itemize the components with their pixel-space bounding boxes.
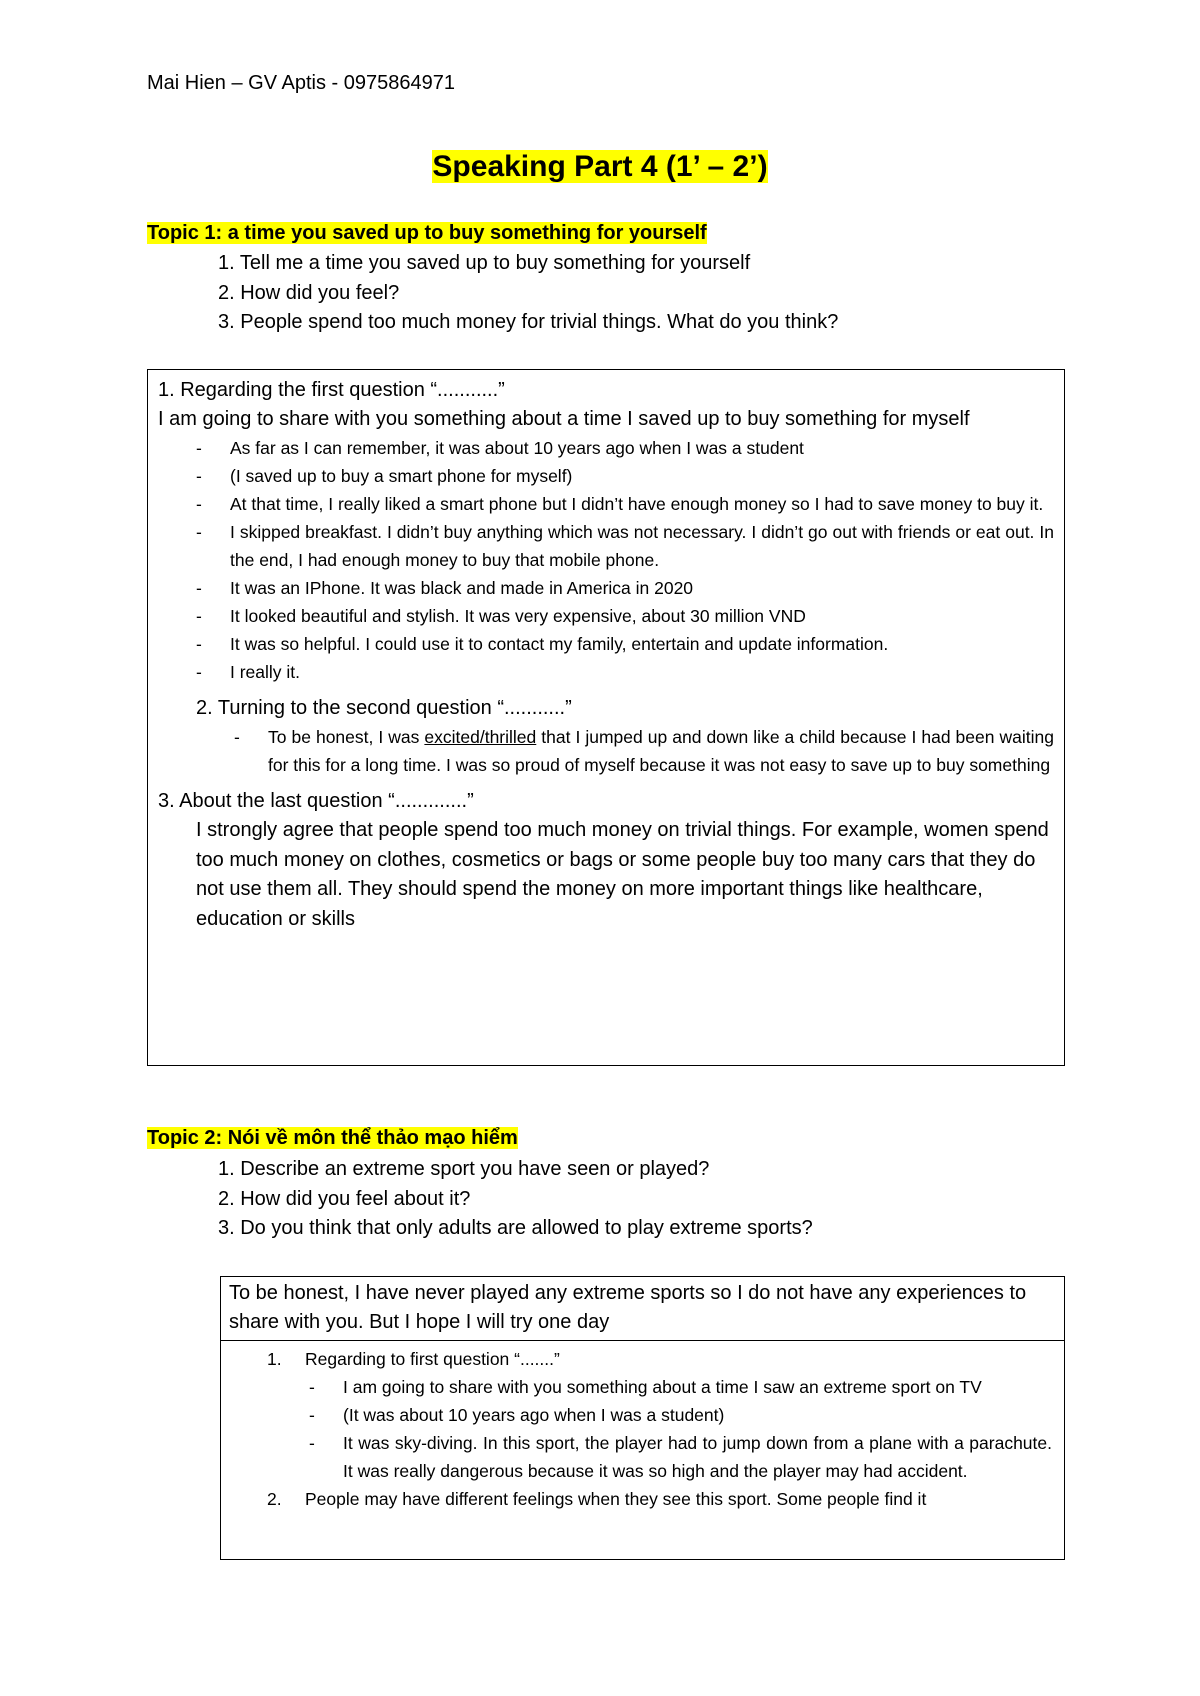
- bullet-item: - It looked beautiful and stylish. It was very expensive, about 30 million VND: [158, 602, 1054, 630]
- q2-answer-rest: that I jumped up and down like a child because I had been waiting for this for a long time. I was so proud of myself because it was not easy to save up to buy something: [268, 727, 1054, 775]
- topic2-question: 3. Do you think that only adults are allowed to play extreme sports?: [218, 1217, 813, 1239]
- bullet-item: - I skipped breakfast. I didn’t buy anything which was not necessary. I didn’t go out with friends or eat out. In the end, I had enough money to buy that mobile phone.: [158, 518, 1054, 574]
- topic2-item1-bullets: [221, 1373, 1056, 1485]
- bullet-item: - I really it.: [158, 658, 1054, 686]
- topic1-q1-heading: 1. Regarding the first question “...........”: [158, 379, 505, 401]
- topic1-heading-text: Topic 1: a time you saved up to buy something for yourself: [147, 222, 707, 244]
- page-title-text: Speaking Part 4 (1’ – 2’): [432, 150, 768, 183]
- topic2-heading: [147, 1127, 518, 1150]
- bullet-item: - It was an IPhone. It was black and made in America in 2020: [158, 574, 1054, 602]
- topic2-question: 1. Describe an extreme sport you have seen or played?: [218, 1158, 710, 1180]
- topic1-question: 2. How did you feel?: [218, 281, 400, 304]
- numbered-item: [221, 1345, 1056, 1373]
- numbered-item: [221, 1485, 1056, 1513]
- topic1-heading: [147, 222, 707, 245]
- bullet-item: [196, 723, 1054, 779]
- q2-answer-prefix: To be honest, I was: [268, 727, 425, 747]
- topic1-q1-bullets: [158, 434, 1054, 686]
- topic1-answer-box: [147, 369, 1065, 1066]
- bullet-item: - At that time, I really liked a smart phone but I didn’t have enough money so I had to save money to buy it.: [158, 490, 1054, 518]
- bullet-item: - I am going to share with you something about a time I saw an extreme sport on TV: [221, 1373, 1056, 1401]
- topic1-q3-answer: I strongly agree that people spend too much money on trivial things. For example, women spend too much money on clothes, cosmetics or bags or some people buy too many cars that they do not use them all. They should spend the money on more important things like healthcare, education or skills: [196, 819, 1049, 930]
- topic1-question: 1. Tell me a time you saved up to buy something for yourself: [218, 252, 751, 274]
- item-number: 1.: [267, 1349, 282, 1369]
- topic2-answer-list: [221, 1341, 1064, 1513]
- item-number: 2.: [267, 1489, 282, 1509]
- item-text: People may have different feelings when they see this sport. Some people find it: [305, 1489, 927, 1509]
- topic1-q2-bullets: [196, 723, 1054, 779]
- topic1-q2-section: [158, 694, 1054, 779]
- page-header: Mai Hien – GV Aptis - 0975864971: [147, 72, 455, 94]
- bullet-item: - (I saved up to buy a smart phone for myself): [158, 462, 1054, 490]
- topic2-heading-text: Topic 2: Nói về môn thể thảo mạo hiểm: [147, 1127, 518, 1149]
- topic1-q3-section: [158, 787, 1054, 934]
- topic2-question: 2. How did you feel about it?: [218, 1187, 471, 1210]
- bullet-item: - (It was about 10 years ago when I was a student): [221, 1401, 1056, 1429]
- topic1-question-list: [218, 249, 838, 338]
- topic1-q3-heading: 3. About the last question “.............”: [158, 790, 474, 812]
- page-title: [0, 150, 1200, 184]
- topic2-question-list: [218, 1155, 813, 1244]
- bullet-item: - As far as I can remember, it was about 10 years ago when I was a student: [158, 434, 1054, 462]
- item-text: Regarding to first question “.......”: [305, 1349, 560, 1369]
- bullet-item: - It was so helpful. I could use it to contact my family, entertain and update information.: [158, 630, 1054, 658]
- topic1-question: 3. People spend too much money for trivial things. What do you think?: [218, 311, 839, 333]
- topic2-answer-box: [220, 1276, 1065, 1560]
- topic1-q1-intro: I am going to share with you something about a time I saved up to buy something for myself: [158, 408, 970, 430]
- bullet-item: - It was sky-diving. In this sport, the player had to jump down from a plane with a parachute. It was really dangerous because it was so high and the player may had accident.: [221, 1429, 1056, 1485]
- topic2-intro: To be honest, I have never played any extreme sports so I do not have any experiences to share with you. But I hope I will try one day: [221, 1277, 1064, 1341]
- q2-answer-underlined: excited/thrilled: [424, 727, 537, 747]
- topic1-q2-heading: 2. Turning to the second question “...........”: [196, 697, 572, 719]
